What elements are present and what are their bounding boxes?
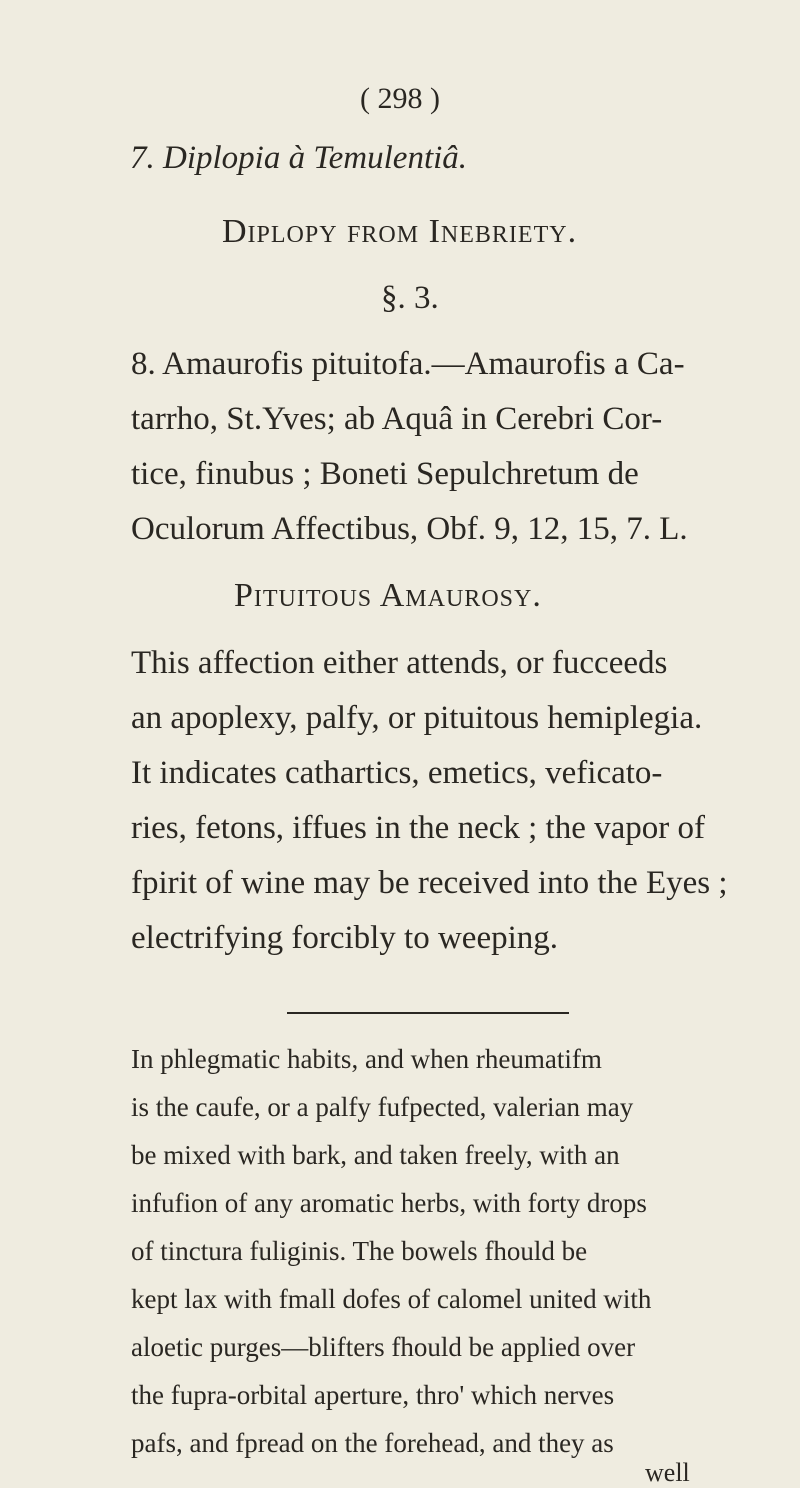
body-line-4: ries, fetons, iffues in the neck ; the vapor of — [131, 810, 705, 846]
body-line-5: fpirit of wine may be received into the Eyes ; — [131, 865, 728, 901]
body-line-3: It indicates cathartics, emetics, veficato- — [131, 755, 663, 791]
note-line-8: the fupra-orbital aperture, thro' which nerves — [131, 1380, 615, 1410]
note-line-7: aloetic purges—blifters fhould be applied over — [131, 1332, 636, 1362]
body-line-1: This affection either attends, or fucceeds — [131, 645, 668, 681]
entry-8-english-title: Pituitous Amaurosy. — [234, 577, 542, 614]
body-line-6: electrifying forcibly to weeping. — [131, 920, 559, 956]
note-line-5: of tinctura fuliginis. The bowels fhould be — [131, 1236, 588, 1266]
body-line-2: an apoplexy, palfy, or pituitous hemiplegia. — [131, 700, 703, 736]
entry-7-english-title: Diplopy from Inebriety. — [222, 213, 578, 250]
entry-8-line-3: tice, finubus ; Boneti Sepulchretum de — [131, 456, 639, 492]
section-marker: §. 3. — [381, 280, 439, 316]
page-number: ( 298 ) — [360, 82, 440, 115]
entry-7-title — [130, 140, 467, 177]
note-line-9: pafs, and fpread on the forehead, and they as — [131, 1428, 614, 1458]
entry-7-number: 7. — [130, 140, 155, 176]
entry-8-line-4: Oculorum Affectibus, Obf. 9, 12, 15, 7. L. — [131, 511, 688, 547]
section-divider — [287, 1012, 569, 1014]
note-line-2: is the caufe, or a palfy fufpected, valerian may — [131, 1092, 634, 1122]
note-line-1: In phlegmatic habits, and when rheumatifm — [131, 1044, 602, 1074]
catchword: well — [645, 1458, 690, 1487]
note-line-6: kept lax with fmall dofes of calomel united with — [131, 1284, 652, 1314]
entry-8-line-2: tarrho, St.Yves; ab Aquâ in Cerebri Cor- — [131, 401, 663, 437]
note-line-4: infufion of any aromatic herbs, with forty drops — [131, 1188, 647, 1218]
entry-7-latin-title: Diplopia à Temulentiâ. — [163, 140, 468, 176]
entry-8-line-1: 8. Amaurofis pituitofa.—Amaurofis a Ca- — [131, 346, 685, 382]
note-line-3: be mixed with bark, and taken freely, with an — [131, 1140, 620, 1170]
